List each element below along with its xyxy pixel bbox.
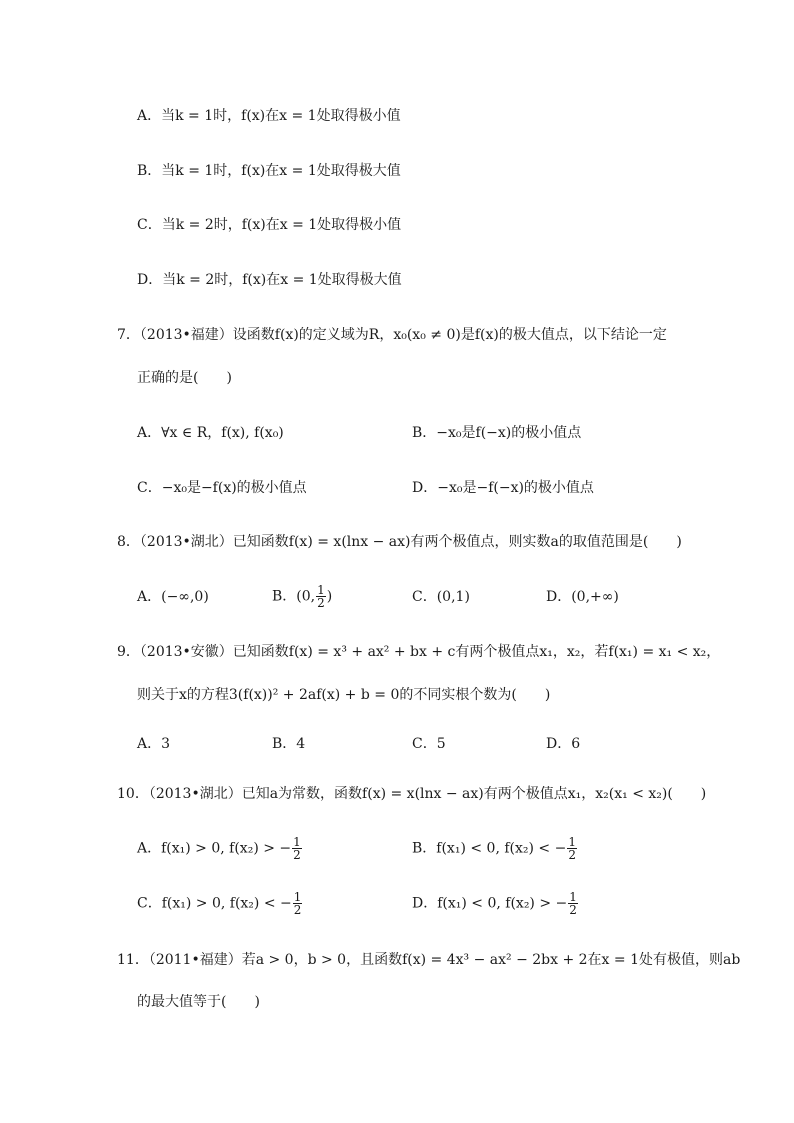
q6-option-b: B．当k = 1时，f(x)在x = 1处取得极大值 [137,163,401,179]
q9-stem-line2: 则关于x的方程3(f(x))² + 2af(x) + b = 0的不同实根个数为( ) [137,687,551,703]
q9-option-d: D．6 [546,736,581,752]
q8-option-c: C．(0,1) [412,589,470,605]
q8-option-d: D．(0,+∞) [546,589,619,605]
fraction-numerator: 1 [568,835,576,849]
q7-option-c: C．−x₀是−f(x)的极小值点 [137,480,307,496]
q8-option-a: A．(−∞,0) [137,589,209,605]
q9-option-c: C．5 [412,736,446,752]
q7-stem-line1: 7．（2013•福建）设函数f(x)的定义域为R，x₀(x₀ ≠ 0)是f(x)的极大值点，以下结论一定 [117,327,667,343]
fraction [567,836,577,861]
q9-stem-line1: 9．（2013•安徽）已知函数f(x) = x³ + ax² + bx + c有两个极值点x₁，x₂，若f(x₁) = x₁ < x₂， [117,644,721,660]
q8-stem: 8．（2013•湖北）已知函数f(x) = x(lnx − ax)有两个极值点，则实数a的取值范围是( ) [117,534,682,550]
q7-stem-line2: 正确的是( ) [137,370,232,386]
q8-option-b-suffix: ) [326,588,333,605]
q8-option-b [272,584,332,609]
q7-option-d: D．−x₀是−f(−x)的极小值点 [412,480,594,496]
fraction-numerator: 1 [569,890,577,904]
fraction [293,891,303,916]
q7-option-a: A．∀x ∈ R，f(x), f(x₀) [137,425,284,441]
q10-option-b [412,836,578,861]
q10-option-d [412,891,579,916]
q10-option-c-text: C．f(x₁) > 0, f(x₂) < − [137,895,292,912]
q8-option-b-prefix: B．(0, [272,588,316,605]
fraction [568,891,578,916]
q6-option-c: C．当k = 2时，f(x)在x = 1处取得极小值 [137,217,402,233]
q6-option-d: D．当k = 2时，f(x)在x = 1处取得极大值 [137,272,402,288]
q10-option-a-text: A．f(x₁) > 0, f(x₂) > − [137,840,292,857]
fraction-denominator: 2 [317,596,325,610]
q10-option-a [137,836,303,861]
fraction-denominator: 2 [568,848,576,862]
fraction-numerator: 1 [293,835,301,849]
q10-option-c [137,891,303,916]
q11-stem-line2: 的最大值等于( ) [137,994,260,1010]
fraction-numerator: 1 [317,583,325,597]
q6-option-a: A．当k = 1时，f(x)在x = 1处取得极小值 [137,108,401,124]
q10-option-b-text: B．f(x₁) < 0, f(x₂) < − [412,840,567,857]
fraction-denominator: 2 [293,903,302,917]
q9-option-a: A．3 [137,736,171,752]
fraction [292,836,302,861]
q9-option-b: B．4 [272,736,306,752]
fraction [316,584,326,609]
fraction-denominator: 2 [293,848,301,862]
q10-stem: 10．（2013•湖北）已知a为常数，函数f(x) = x(lnx − ax)有两个极值点x₁，x₂(x₁ < x₂)( ) [117,786,707,802]
q11-stem-line1: 11．（2011•福建）若a > 0，b > 0，且函数f(x) = 4x³ − ax² − 2bx + 2在x = 1处有极值，则ab [117,952,741,968]
fraction-denominator: 2 [569,903,577,917]
q7-option-b: B．−x₀是f(−x)的极小值点 [412,425,582,441]
q10-option-d-text: D．f(x₁) < 0, f(x₂) > − [412,895,568,912]
fraction-numerator: 1 [293,890,302,904]
